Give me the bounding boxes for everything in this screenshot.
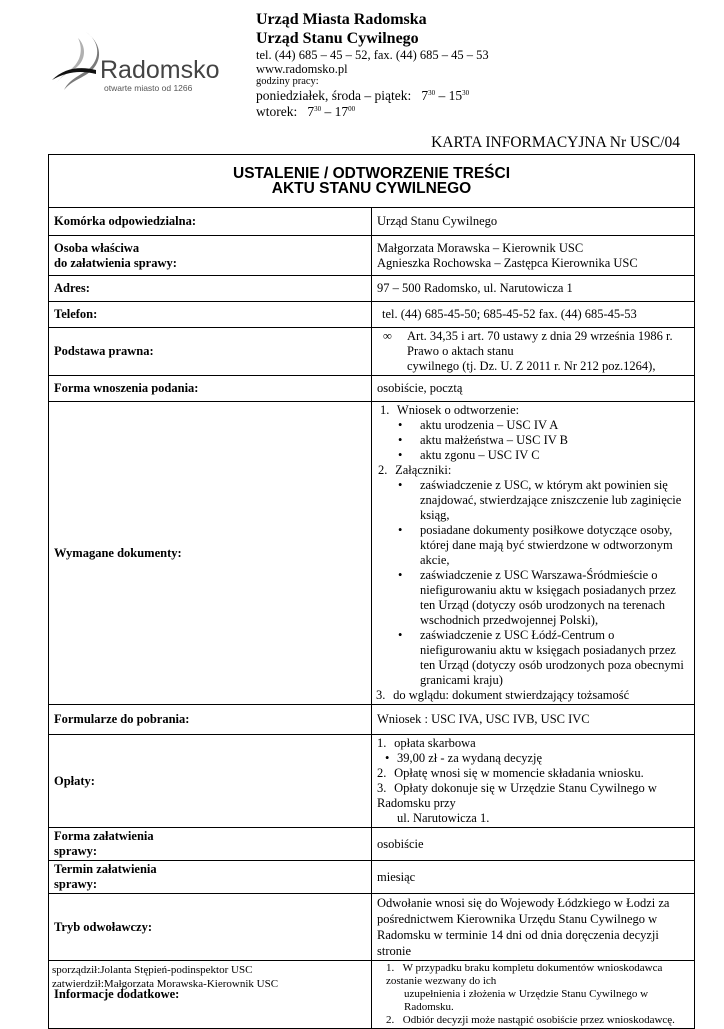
hours-label: godziny pracy: [256,76,319,87]
list-item: 2. Opłatę wnosi się w momencie składania wniosku. [377,766,644,780]
bullet-list [377,751,689,766]
info-card-table [48,154,695,1029]
prepared-by: sporządził:Jolanta Stępień-podinspektor USC [52,964,253,976]
svg-text:otwarte miasto od 1266: otwarte miasto od 1266 [104,83,193,93]
list-item: • 39,00 zł - za wydaną decyzję [385,751,689,766]
radomsko-logo [50,30,225,105]
row-forma-zalatwienia: Forma załatwienia sprawy: osobiście [49,828,695,861]
row-tryb: Tryb odwoławczy: Odwołanie wnosi się do Wojewody Łódzkiego w Łodzi za pośrednictwem Kierownika Urzędu Stanu Cywilnego w Radomsku w terminie 14 dni od dnia doręczenia decyzji stronie [49,894,695,961]
office-website[interactable]: www.radomsko.pl [256,62,348,76]
list-item: • zaświadczenie z USC, w którym akt powinien się znajdować, stwierdzające zniszczenie lub zaginięcie ksiąg, [398,478,689,523]
list-item: • posiadane dokumenty posiłkowe dotyczące osoby, której dane mają być stwierdzone w odtworzonym akcie, [398,523,689,568]
list-item: • aktu małżeństwa – USC IV B [398,433,689,448]
row-komorka: Komórka odpowiedzialna: Urząd Stanu Cywilnego [49,208,695,236]
list-item: 1. Wniosek o odtworzenie: [380,403,520,417]
list-item: 1. W przypadku braku kompletu dokumentów wnioskodawca zostanie wezwany do ich [386,962,663,987]
row-info: Informacje dodatkowe: 1. W przypadku braku kompletu dokumentów wnioskodawca zostanie wezwany do ich uzupełnienia i złożenia w Urzędzie Stanu Cywilnego w Radomsku. 2. Odbiór decyzji może nastąpić osobiście przez wnioskodawcę. [49,961,695,1029]
row-wymagane: Wymagane dokumenty: 1. Wniosek o odtworzenie: • aktu urodzenia – USC IV A • aktu małżeństwa – USC IV B • aktu zgonu – USC IV C 2. Załączniki: • zaświadczenie z USC, w którym akt powinien się znajdować, stwierdzające zniszczenie lub zaginięcie ksiąg, • posiadane dokumenty posiłkowe dotyczące osoby, której dane mają być stwierdzone w odtworzonym akcie, • zaświadczenie z USC Warszawa-Śródmieście o niefigurowaniu aktu w księgach posiadanych przez ten Urząd (dotyczy osób urodzonych na terenach wschodnich przedwojennej Polski), • zaświadczenie z USC Łódź-Centrum o niefigurowaniu aktu w księgach posiadanych przez ten Urząd (dotyczy osób urodzonych poza obecnymi granicami kraju) 3. do wglądu: dokument stwierdzający tożsamość [49,402,695,705]
svg-text:Radomsko: Radomsko [100,56,220,84]
office-header [256,10,706,120]
infinity-bullet-icon: ∞ [383,329,392,343]
hours-tuesday: wtorek: $7^{30} - 17^{00}$ [256,104,356,119]
row-telefon: Telefon: tel. (44) 685-45-50; 685-45-52 fax. (44) 685-45-53 [49,302,695,328]
list-item: • aktu urodzenia – USC IV A [398,418,689,433]
office-name: Urząd Miasta Radomska [256,11,427,28]
bullet-list [376,478,689,688]
row-oplaty: Opłaty: 1. opłata skarbowa • 39,00 zł - za wydaną decyzję 2. Opłatę wnosi się w momencie składania wniosku. 3. Opłaty dokonuje się w Urzędzie Stanu Cywilnego w Radomsku przy ul. Narutowicza 1. [49,735,695,828]
row-termin: Termin załatwienia sprawy: miesiąc [49,861,695,894]
list-item: • zaświadczenie z USC Łódź-Centrum o niefigurowaniu aktu w księgach posiadanych przez ten Urząd (dotyczy osób urodzonych poza obecnymi granicami kraju) [398,628,689,688]
row-osoba: Osoba właściwa do załatwienia sprawy: Małgorzata Morawska – Kierownik USC Agnieszka Rochowska – Zastępca Kierownika USC [49,236,695,276]
list-item: • aktu zgonu – USC IV C [398,448,689,463]
row-podstawa: Podstawa prawna: ∞ Art. 34,35 i art. 70 ustawy z dnia 29 września 1986 r. Prawo o aktach stanu cywilnego (tj. Dz. U. Z 2011 r. Nr 212 poz.1264), [49,328,695,376]
row-formularze: Formularze do pobrania: Wniosek : USC IVA, USC IVB, USC IVC [49,705,695,735]
list-item: 3. do wglądu: dokument stwierdzający tożsamość [376,688,630,702]
hours-weekdays: poniedziałek, środa – piątek: $7^{30} - 15^{30}$ [256,88,470,103]
row-adres: Adres: 97 – 500 Radomsko, ul. Narutowicza 1 [49,276,695,302]
card-number: KARTA INFORMACYJNA Nr USC/04 [431,134,680,151]
approved-by: zatwierdził:Małgorzata Morawska-Kierownik USC [52,978,279,990]
bullet-list [376,418,689,463]
office-phone: tel. (44) 685 – 45 – 52, fax. (44) 685 – 45 – 53 [256,48,489,62]
list-item: • zaświadczenie z USC Warszawa-Śródmieście o niefigurowaniu aktu w księgach posiadanych przez ten Urząd (dotyczy osób urodzonych na terenach wschodnich przedwojennej Polski), [398,568,689,628]
office-subname: Urząd Stanu Cywilnego [256,30,419,47]
list-item: 2. Odbiór decyzji może nastąpić osobiście przez wnioskodawcę. [386,1014,675,1026]
list-item: 1. opłata skarbowa [377,736,476,750]
list-item: 2. Załączniki: [378,463,452,477]
list-item: 3. Opłaty dokonuje się w Urzędzie Stanu Cywilnego w Radomsku przy [377,781,657,810]
document-title: USTALENIE / ODTWORZENIE TREŚCI AKTU STANU CYWILNEGO [49,155,695,208]
document-footer [52,963,278,991]
logo-emblem-icon [50,30,225,105]
row-forma-wnoszenia: Forma wnoszenia podania: osobiście, pocztą [49,376,695,402]
